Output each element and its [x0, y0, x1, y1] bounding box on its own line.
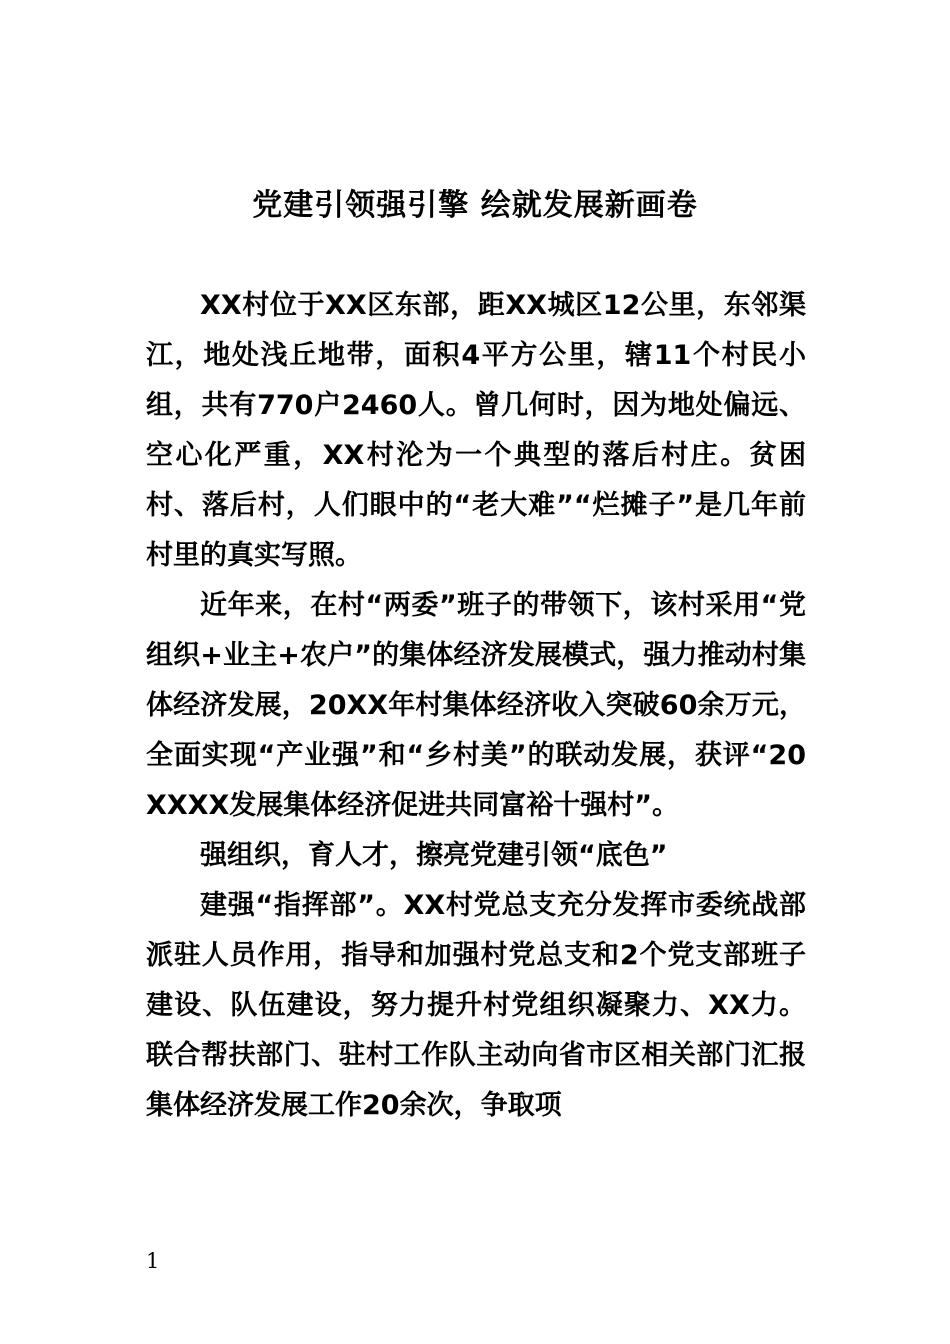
page-number: 1 — [146, 1249, 160, 1273]
paragraph-headquarters: 建强“指挥部”。XX村党总支充分发挥市委统战部派驻人员作用，指导和加强村党总支和2个党支部班子建设、队伍建设，努力提升村党组织凝聚力、XX力。联合帮扶部门、驻村工作队主动向省市区相关部门汇报集体经济发展工作20余次，争取项 — [146, 890, 806, 1121]
paragraph-recent-development: 近年来，在村“两委”班子的带领下，该村采用“党组织+业主+农户”的集体经济发展模式，强力推动村集体经济发展，20XX年村集体经济收入突破60余万元，全面实现“产业强”和“乡村美”的联动发展，获评“20XXXX发展集体经济促进共同富裕十强村”。 — [146, 590, 806, 821]
document-body — [146, 281, 806, 1131]
document-title: 党建引领强引擎 绘就发展新画卷 — [252, 188, 698, 223]
paragraph-village-intro: XX村位于XX区东部，距XX城区12公里，东邻渠江，地处浅丘地带，面积4平方公里，辖11个村民小组，共有770户2460人。曾几何时，因为地处偏远、空心化严重，XX村沦为一个典型的落后村庄。贫困村、落后村，人们眼中的“老大难”“烂摊子”是几年前村里的真实写照。 — [146, 290, 806, 571]
section-heading-organization: 强组织，育人才，擦亮党建引领“底色” — [200, 840, 668, 871]
